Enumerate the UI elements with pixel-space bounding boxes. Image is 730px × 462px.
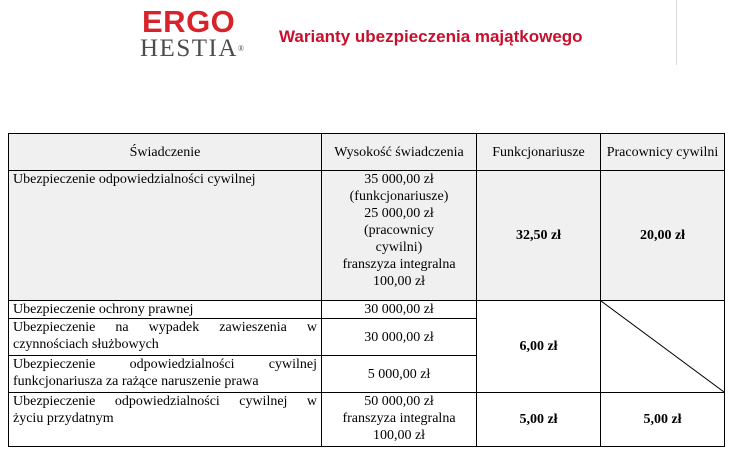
amount-cell: 5 000,00 zł bbox=[322, 356, 477, 393]
benefit-cell bbox=[9, 319, 322, 356]
amount-line: 100,00 zł bbox=[372, 274, 426, 289]
benefit-line: Ubezpieczenie na wypadek zawieszenia w bbox=[13, 320, 317, 335]
benefit-line: czynnościach służbowych bbox=[13, 337, 159, 352]
civilians-premium: 5,00 zł bbox=[601, 393, 725, 447]
amount-line: 35 000,00 zł bbox=[364, 172, 434, 187]
benefit-cell: Ubezpieczenie odpowiedzialności cywilnej bbox=[9, 171, 322, 301]
amount-line: cywilni) bbox=[375, 240, 423, 255]
logo-hestia-word: HESTIA bbox=[140, 35, 238, 62]
amount-line: franszyza integralna bbox=[342, 257, 456, 272]
table-row bbox=[9, 301, 725, 319]
table-row bbox=[9, 393, 725, 447]
page-title: Warianty ubezpieczenia majątkowego bbox=[279, 27, 583, 46]
col-header-civilians: Pracownicy cywilni bbox=[601, 134, 725, 171]
logo-hestia-text bbox=[140, 35, 244, 62]
benefit-cell bbox=[9, 393, 322, 447]
insurance-variants-table bbox=[8, 133, 725, 447]
amount-line: 100,00 zł bbox=[372, 428, 426, 443]
table-header-row bbox=[9, 134, 725, 171]
amount-line: franszyza integralna bbox=[342, 411, 456, 426]
logo-registered-mark: ® bbox=[237, 44, 244, 53]
benefit-line: Ubezpieczenie odpowiedzialności cywilnej bbox=[13, 357, 317, 372]
amount-cell: 30 000,00 zł bbox=[322, 301, 477, 319]
amount-cell bbox=[322, 171, 477, 301]
benefit-cell: Ubezpieczenie ochrony prawnej bbox=[9, 301, 322, 319]
benefit-cell bbox=[9, 356, 322, 393]
header-divider bbox=[676, 0, 677, 65]
col-header-officers: Funkcjonariusze bbox=[477, 134, 601, 171]
civilians-not-applicable bbox=[601, 301, 725, 393]
officers-premium: 32,50 zł bbox=[477, 171, 601, 301]
officers-premium: 5,00 zł bbox=[477, 393, 601, 447]
amount-cell: 30 000,00 zł bbox=[322, 319, 477, 356]
amount-cell bbox=[322, 393, 477, 447]
col-header-benefit: Świadczenie bbox=[9, 134, 322, 171]
ergo-hestia-logo bbox=[140, 4, 244, 62]
officers-premium-group: 6,00 zł bbox=[477, 301, 601, 393]
table-row bbox=[9, 171, 725, 301]
col-header-amount: Wysokość świadczenia bbox=[322, 134, 477, 171]
benefit-line: funkcjonariusza za rażące naruszenie prawa bbox=[13, 374, 259, 389]
benefit-line: życiu przydatnym bbox=[13, 411, 114, 426]
diagonal-line bbox=[601, 301, 724, 392]
amount-line: 50 000,00 zł bbox=[364, 394, 434, 409]
civilians-premium: 20,00 zł bbox=[601, 171, 725, 301]
benefit-line: Ubezpieczenie odpowiedzialności cywilnej w bbox=[13, 394, 317, 409]
amount-line: (pracownicy bbox=[364, 223, 434, 238]
amount-line: (funkcjonariusze) bbox=[349, 189, 449, 204]
logo-ergo-text: ERGO bbox=[142, 4, 236, 39]
amount-line: 25 000,00 zł bbox=[364, 206, 434, 221]
